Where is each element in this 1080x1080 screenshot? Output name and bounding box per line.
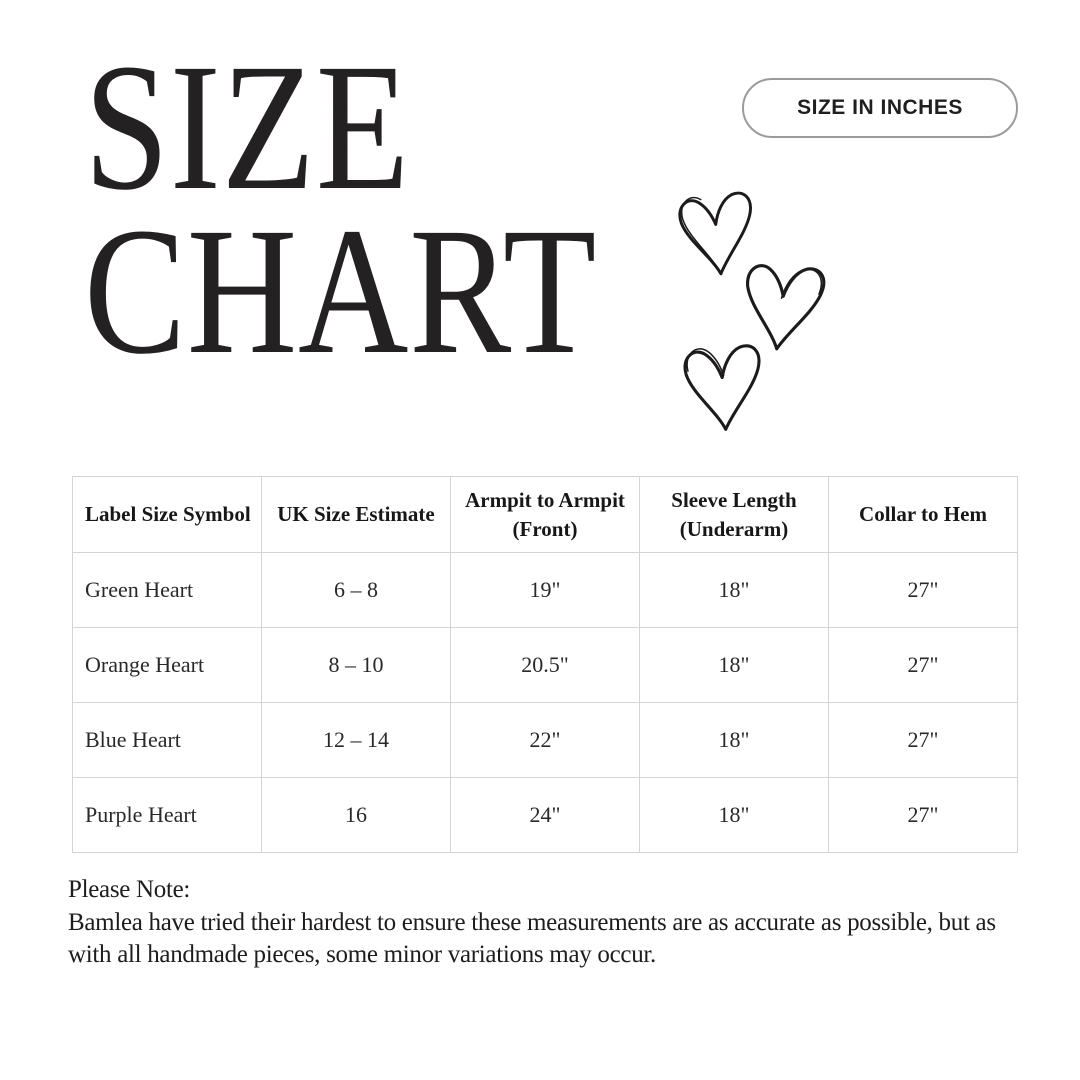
cell-uk-size: 16 bbox=[262, 778, 451, 853]
table-row-green-heart bbox=[73, 553, 1018, 628]
cell-label: Blue Heart bbox=[73, 703, 262, 778]
cell-uk-size: 8 – 10 bbox=[262, 628, 451, 703]
table-row-purple-heart bbox=[73, 778, 1018, 853]
col-header-uk-size-estimate: UK Size Estimate bbox=[262, 477, 451, 553]
size-table-header-row bbox=[73, 477, 1018, 553]
note-body: Bamlea have tried their hardest to ensure these measurements are as accurate as possible, but as with all handmade pieces, some minor variations may occur. bbox=[68, 908, 996, 968]
cell-armpit: 24" bbox=[451, 778, 640, 853]
cell-label: Orange Heart bbox=[73, 628, 262, 703]
cell-sleeve: 18" bbox=[640, 703, 829, 778]
size-in-inches-badge-label: SIZE IN INCHES bbox=[797, 96, 963, 119]
size-in-inches-badge[interactable] bbox=[742, 78, 1018, 138]
cell-armpit: 22" bbox=[451, 703, 640, 778]
cell-collar: 27" bbox=[829, 703, 1018, 778]
cell-uk-size: 6 – 8 bbox=[262, 553, 451, 628]
cell-sleeve: 18" bbox=[640, 553, 829, 628]
cell-label: Green Heart bbox=[73, 553, 262, 628]
cell-armpit: 20.5" bbox=[451, 628, 640, 703]
cell-sleeve: 18" bbox=[640, 628, 829, 703]
cell-label: Purple Heart bbox=[73, 778, 262, 853]
page-title-line1: SIZE bbox=[84, 27, 411, 228]
page-title-line2: CHART bbox=[84, 190, 598, 392]
cell-collar: 27" bbox=[829, 628, 1018, 703]
size-table bbox=[72, 476, 1018, 853]
cell-uk-size: 12 – 14 bbox=[262, 703, 451, 778]
cell-sleeve: 18" bbox=[640, 778, 829, 853]
table-row-blue-heart bbox=[73, 703, 1018, 778]
note-heading: Please Note: bbox=[68, 876, 191, 903]
col-header-label-size-symbol: Label Size Symbol bbox=[73, 477, 262, 553]
please-note-section bbox=[68, 874, 1022, 972]
cell-armpit: 19" bbox=[451, 553, 640, 628]
doodle-hearts-icon bbox=[663, 183, 833, 439]
cell-collar: 27" bbox=[829, 553, 1018, 628]
table-row-orange-heart bbox=[73, 628, 1018, 703]
cell-collar: 27" bbox=[829, 778, 1018, 853]
page-title bbox=[84, 27, 598, 392]
col-header-collar-to-hem: Collar to Hem bbox=[829, 477, 1018, 553]
col-header-armpit-to-armpit: Armpit to Armpit (Front) bbox=[451, 477, 640, 553]
col-header-sleeve-length: Sleeve Length (Underarm) bbox=[640, 477, 829, 553]
